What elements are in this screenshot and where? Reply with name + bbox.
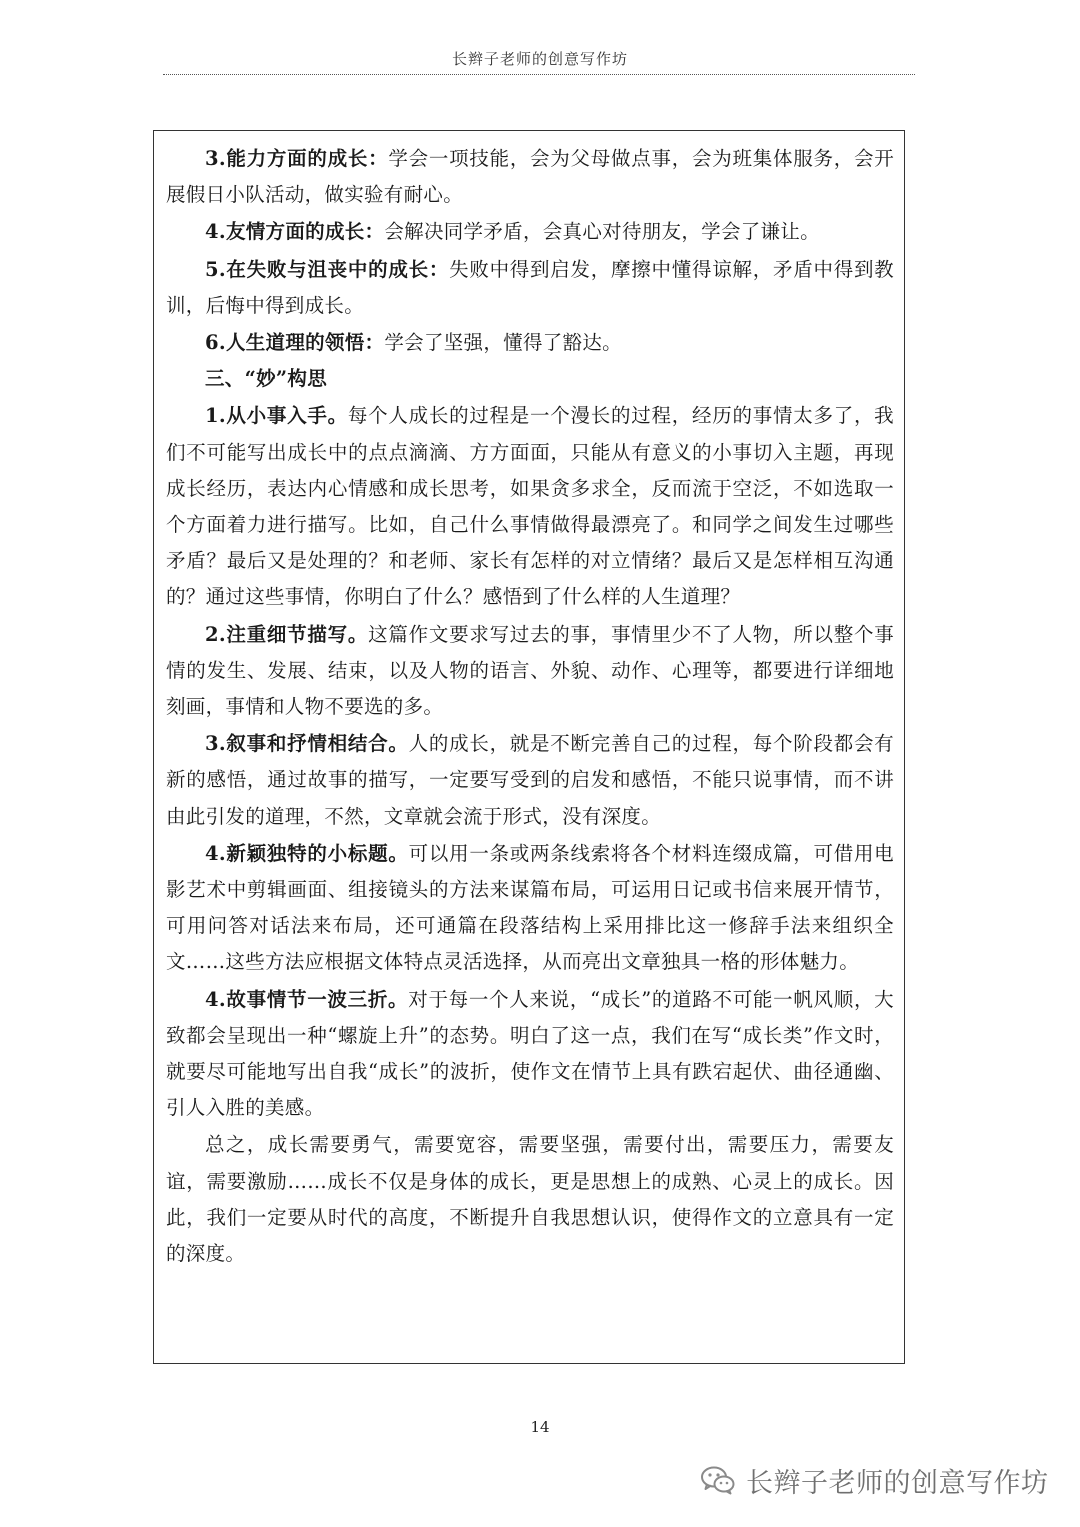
section-heading: 三、“妙”构思 xyxy=(205,367,328,391)
watermark-text: 长辫子老师的创意写作坊 xyxy=(746,1467,1049,1499)
header-divider xyxy=(163,74,915,75)
paragraph-title: 3.能力方面的成长： xyxy=(205,147,389,170)
paragraph-title: 3.叙事和抒情相结合。 xyxy=(205,732,409,756)
paragraph-subtitles xyxy=(166,836,894,981)
paragraph-small-things xyxy=(166,398,894,615)
paragraph-title: 6.人生道理的领悟： xyxy=(205,331,385,355)
paragraph-text: 对于每一个人来说，“成长”的道路不可能一帆风顺，大致都会呈现出一种“螺旋上升”的态势。明白了这一点，我们在写“成长类”作文时，就要尽可能地写出自我“成长”的波折，使作文在情节上具有跌宕起伏、曲径通幽、引人入胜的美感。 xyxy=(166,987,894,1120)
paragraph-text: 每个人成长的过程是一个漫长的过程，经历的事情太多了，我们不可能写出成长中的点点滴滴、方方面面，只能从有意义的小事切入主题，再现成长经历，表达内心情感和成长思考，如果贪多求全，反而流于空泛，不如选取一个方面着力进行描写。比如，自己什么事情做得最漂亮了。和同学之间发生过哪些矛盾？最后又是处理的？和老师、家长有怎样的对立情绪？最后又是怎样相互沟通的？通过这些事情，你明白了什么？感悟到了什么样的人生道理？ xyxy=(166,404,894,609)
paragraph-text: 可以用一条或两条线索将各个材料连缀成篇，可借用电影艺术中剪辑画面、组接镜头的方法来谋篇布局，可运用日记或书信来展开情节，可用问答对话法来布局，还可通篇在段落结构上采用排比这一修辞手法来组织全文……这些方法应根据文体特点灵活选择，从而亮出文章独具一格的形体魅力。 xyxy=(166,841,894,974)
paragraph-narrative-emotion xyxy=(166,726,894,835)
paragraph-conclusion: 总之，成长需要勇气，需要宽容，需要坚强，需要付出，需要压力，需要友谊，需要激励……成长不仅是身体的成长，更是思想上的成熟、心灵上的成长。因此，我们一定要从时代的高度，不断提升自我思想认识，使得作文的立意具有一定的深度。 xyxy=(166,1133,894,1266)
watermark xyxy=(700,1460,1049,1500)
paragraph-text: 学会了坚强，懂得了豁达。 xyxy=(384,331,622,355)
paragraph-title: 4.新颖独特的小标题。 xyxy=(205,841,409,865)
paragraph-title: 5.在失败与沮丧中的成长： xyxy=(205,257,450,281)
paragraph-detail-description xyxy=(166,617,894,726)
content-box xyxy=(153,130,905,1364)
paragraph-plot-twists xyxy=(166,982,894,1127)
paragraph-life-lesson xyxy=(166,325,894,361)
page-header-title: 长辫子老师的创意写作坊 xyxy=(451,50,628,68)
paragraph-title: 2.注重细节描写。 xyxy=(205,622,369,646)
wechat-icon xyxy=(700,1465,736,1495)
paragraph-text: 这篇作文要求写过去的事，事情里少不了人物，所以整个事情的发生、发展、结束，以及人物的语言、外貌、动作、心理等，都要进行详细地刻画，事情和人物不要选的多。 xyxy=(166,622,894,719)
paragraph-text: 学会一项技能，会为父母做点事，会为班集体服务，会开展假日小队活动，做实验有耐心。 xyxy=(166,147,894,207)
paragraph-title: 4.故事情节一波三折。 xyxy=(205,987,409,1011)
paragraph-text: 失败中得到启发，摩擦中懂得谅解，矛盾中得到教训，后悔中得到成长。 xyxy=(166,257,894,317)
paragraph-failure-growth xyxy=(166,252,894,324)
paragraph-ability-growth xyxy=(166,141,894,213)
paragraph-title: 1.从小事入手。 xyxy=(205,404,348,428)
page-number: 14 xyxy=(530,1418,550,1436)
paragraph-friendship-growth xyxy=(166,214,894,250)
paragraph-text: 会解决同学矛盾，会真心对待朋友，学会了谦让。 xyxy=(384,220,820,244)
paragraph-text: 人的成长，就是不断完善自己的过程，每个阶段都会有新的感悟，通过故事的描写，一定要写受到的启发和感悟，不能只说事情，而不讲由此引发的道理，不然，文章就会流于形式，没有深度。 xyxy=(166,732,894,828)
paragraph-title: 4.友情方面的成长： xyxy=(205,220,385,244)
